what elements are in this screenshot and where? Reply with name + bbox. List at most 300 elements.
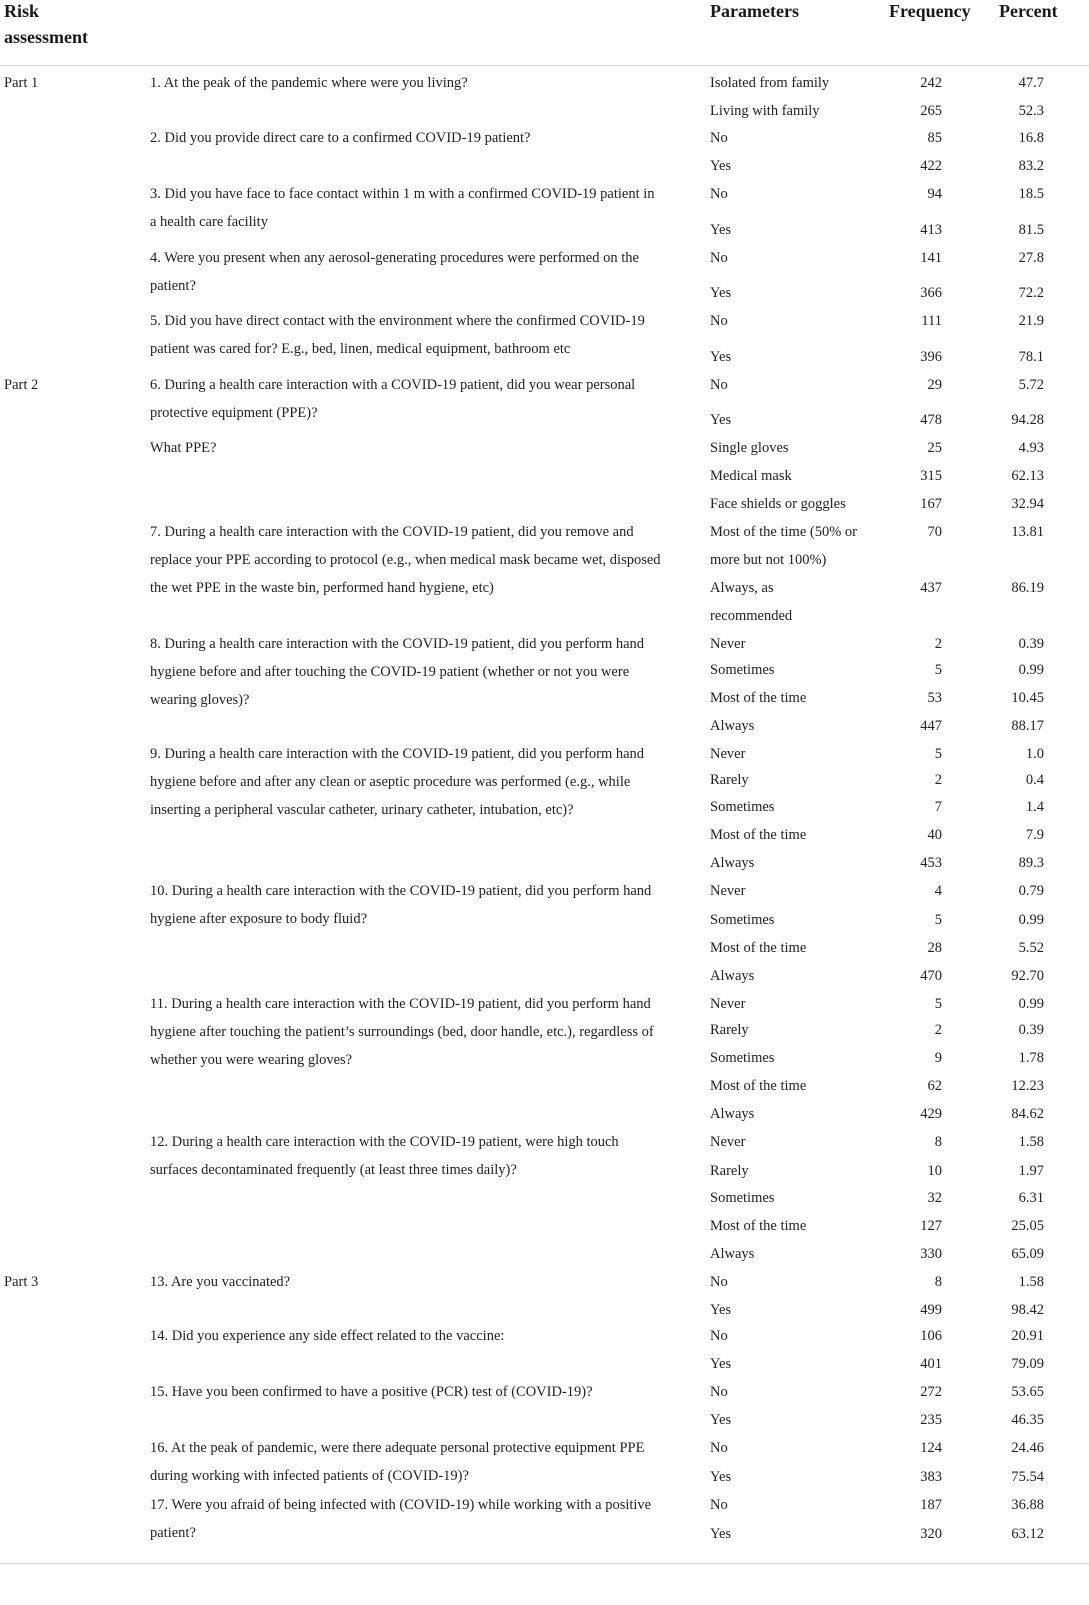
frequency-value-line: 5 — [934, 912, 942, 928]
frequency-value-line: 25 — [927, 440, 942, 456]
parameter-value — [710, 343, 875, 371]
percent-value — [980, 343, 1044, 371]
percent-value — [980, 630, 1044, 658]
frequency-value — [890, 1322, 942, 1350]
question-text-line: protective equipment (PPE)? — [150, 405, 318, 421]
question-text — [150, 1491, 695, 1547]
frequency-value-line: 499 — [920, 1302, 942, 1318]
question-text-line: 3. Did you have face to face contact within 1 m with a confirmed COVID-19 patient in — [150, 186, 655, 202]
frequency-value — [890, 216, 942, 244]
question-text-line: 6. During a health care interaction with a COVID-19 patient, did you wear personal — [150, 377, 636, 393]
parameter-value — [710, 574, 875, 630]
question-text-line: whether you were wearing gloves? — [150, 1052, 353, 1068]
parameter-value — [710, 124, 875, 152]
question-text-line: 12. During a health care interaction with the COVID-19 patient, were high touch — [150, 1134, 619, 1150]
frequency-value — [890, 406, 942, 434]
parameter-value — [710, 307, 875, 335]
percent-value-line: 78.1 — [1018, 349, 1044, 365]
question-text-line: patient was cared for? E.g., bed, linen, medical equipment, bathroom etc — [150, 341, 571, 357]
frequency-value-line: 85 — [927, 130, 942, 146]
parameter-value-line: Never — [710, 1134, 746, 1150]
header-percent: Percent — [999, 1, 1058, 21]
frequency-value — [890, 574, 942, 602]
percent-value — [980, 1240, 1044, 1268]
percent-value — [980, 1296, 1044, 1324]
parameter-value — [710, 1016, 875, 1044]
parameter-value — [710, 906, 875, 934]
frequency-value — [890, 1268, 942, 1296]
parameter-value — [710, 1072, 875, 1100]
percent-value-line: 75.54 — [1011, 1469, 1044, 1485]
percent-value — [980, 307, 1044, 335]
percent-value-line: 63.12 — [1011, 1526, 1044, 1542]
frequency-value — [890, 1072, 942, 1100]
frequency-value — [890, 69, 942, 97]
question-text-line: hygiene after touching the patient’s surroundings (bed, door handle, etc.), regardless of — [150, 1024, 654, 1040]
parameter-value — [710, 934, 875, 962]
parameter-value — [710, 1322, 875, 1350]
question-text-line: 17. Were you afraid of being infected with (COVID-19) while working with a positive — [150, 1497, 652, 1513]
frequency-value — [890, 821, 942, 849]
percent-value — [980, 406, 1044, 434]
percent-value-line: 72.2 — [1018, 285, 1044, 301]
parameter-value — [710, 962, 875, 990]
question-text-line: 8. During a health care interaction with the COVID-19 patient, did you perform hand — [150, 636, 645, 652]
parameter-value-line: Sometimes — [710, 1190, 775, 1206]
question-text — [150, 518, 695, 602]
frequency-value — [890, 152, 942, 180]
question-text — [150, 990, 695, 1074]
percent-value-line: 62.13 — [1011, 468, 1044, 484]
percent-value — [980, 990, 1044, 1018]
percent-value-line: 79.09 — [1011, 1356, 1044, 1372]
percent-value-line: 92.70 — [1011, 968, 1044, 984]
parameter-value-line: No — [710, 1440, 728, 1456]
parameter-value — [710, 1240, 875, 1268]
parameter-value — [710, 821, 875, 849]
percent-value-line: 65.09 — [1011, 1246, 1044, 1262]
parameter-value — [710, 1268, 875, 1296]
parameter-value — [710, 244, 875, 272]
percent-value — [980, 1157, 1044, 1185]
frequency-value-line: 141 — [920, 250, 942, 266]
frequency-value — [890, 1350, 942, 1378]
parameter-value-line: Never — [710, 636, 746, 652]
parameter-value — [710, 406, 875, 434]
parameter-value-line: Most of the time — [710, 827, 807, 843]
question-text — [150, 307, 695, 363]
frequency-value — [890, 684, 942, 712]
percent-value-line: 12.23 — [1011, 1078, 1044, 1094]
percent-value — [980, 518, 1044, 546]
parameter-value-line: Always, as — [710, 580, 774, 596]
parameter-value — [710, 740, 875, 768]
percent-value — [980, 434, 1044, 462]
percent-value-line: 21.9 — [1018, 313, 1044, 329]
frequency-value — [890, 630, 942, 658]
frequency-value-line: 8 — [934, 1134, 942, 1150]
frequency-value — [890, 180, 942, 208]
percent-value-line: 1.58 — [1018, 1134, 1044, 1150]
percent-value-line: 5.52 — [1018, 940, 1044, 956]
question-text — [150, 630, 695, 714]
parameter-value — [710, 684, 875, 712]
parameter-value — [710, 656, 875, 684]
question-text — [150, 69, 695, 97]
percent-value-line: 4.93 — [1018, 440, 1044, 456]
percent-value-line: 52.3 — [1018, 103, 1044, 119]
frequency-value — [890, 371, 942, 399]
parameter-value-line: Yes — [710, 1356, 732, 1372]
percent-value-line: 47.7 — [1018, 75, 1044, 91]
parameter-value — [710, 766, 875, 794]
frequency-value — [890, 1434, 942, 1462]
percent-value-line: 25.05 — [1011, 1218, 1044, 1234]
percent-value-line: 81.5 — [1018, 222, 1044, 238]
parameter-value — [710, 1406, 875, 1434]
part-label-line: Part 3 — [4, 1274, 39, 1290]
parameter-value-line: No — [710, 1497, 728, 1513]
parameter-value — [710, 1044, 875, 1072]
percent-value-line: 83.2 — [1018, 158, 1044, 174]
frequency-value — [890, 712, 942, 740]
parameter-value-line: Yes — [710, 222, 732, 238]
percent-value — [980, 849, 1044, 877]
percent-value-line: 84.62 — [1011, 1106, 1044, 1122]
parameter-value-line: Sometimes — [710, 662, 775, 678]
frequency-value-line: 28 — [927, 940, 942, 956]
percent-value — [980, 934, 1044, 962]
frequency-value — [890, 1157, 942, 1185]
frequency-value-line: 453 — [920, 855, 942, 871]
percent-value — [980, 1100, 1044, 1128]
percent-value — [980, 1016, 1044, 1044]
frequency-value-line: 8 — [934, 1274, 942, 1290]
question-text-line: surfaces decontaminated frequently (at least three times daily)? — [150, 1162, 517, 1178]
parameter-value-line: Living with family — [710, 103, 820, 119]
frequency-value-line: 383 — [920, 1469, 942, 1485]
frequency-value — [890, 962, 942, 990]
part-label-line: Part 1 — [4, 75, 39, 91]
parameter-value — [710, 793, 875, 821]
parameter-value-line: Single gloves — [710, 440, 789, 456]
question-text-line: hygiene before and after touching the COVID-19 patient (whether or not you were — [150, 664, 630, 680]
percent-value — [980, 1350, 1044, 1378]
parameter-value — [710, 279, 875, 307]
parameter-value-line: Rarely — [710, 1022, 749, 1038]
percent-value-line: 46.35 — [1011, 1412, 1044, 1428]
percent-value-line: 88.17 — [1011, 718, 1044, 734]
question-text — [150, 740, 695, 824]
parameter-value-line: Always — [710, 718, 755, 734]
frequency-value — [890, 1212, 942, 1240]
frequency-value — [890, 307, 942, 335]
percent-value — [980, 656, 1044, 684]
frequency-value — [890, 656, 942, 684]
frequency-value — [890, 1296, 942, 1324]
question-text-line: 13. Are you vaccinated? — [150, 1274, 291, 1290]
parameter-value — [710, 1128, 875, 1156]
question-text-line: patient? — [150, 1525, 196, 1541]
frequency-value — [890, 990, 942, 1018]
header-risk-line1: Risk — [4, 1, 40, 21]
percent-value — [980, 180, 1044, 208]
parameter-value-line: Never — [710, 883, 746, 899]
parameter-value-line: Yes — [710, 158, 732, 174]
question-text-line: 5. Did you have direct contact with the environment where the confirmed COVID-19 — [150, 313, 645, 329]
parameter-value-line: Never — [710, 746, 746, 762]
parameter-value — [710, 216, 875, 244]
parameter-value — [710, 462, 875, 490]
parameter-value — [710, 490, 875, 518]
percent-value — [980, 1491, 1044, 1519]
part-label — [4, 1268, 38, 1296]
parameter-value-line: No — [710, 1328, 728, 1344]
percent-value — [980, 1406, 1044, 1434]
percent-value — [980, 279, 1044, 307]
frequency-value — [890, 434, 942, 462]
percent-value-line: 0.79 — [1018, 883, 1044, 899]
parameter-value — [710, 180, 875, 208]
frequency-value-line: 478 — [920, 412, 942, 428]
frequency-value-line: 401 — [920, 1356, 942, 1372]
question-text — [150, 1322, 695, 1350]
frequency-value-line: 470 — [920, 968, 942, 984]
percent-value — [980, 1072, 1044, 1100]
frequency-value-line: 2 — [934, 1022, 942, 1038]
percent-value — [980, 244, 1044, 272]
question-text — [150, 124, 695, 152]
question-text — [150, 244, 695, 300]
percent-value — [980, 124, 1044, 152]
question-text-line: patient? — [150, 278, 196, 294]
percent-value — [980, 1044, 1044, 1072]
percent-value — [980, 371, 1044, 399]
percent-value-line: 20.91 — [1011, 1328, 1044, 1344]
parameter-value-line: Sometimes — [710, 912, 775, 928]
parameter-value — [710, 1184, 875, 1212]
parameter-value-line: more but not 100%) — [710, 552, 827, 568]
percent-value — [980, 712, 1044, 740]
percent-value — [980, 1212, 1044, 1240]
frequency-value — [890, 1016, 942, 1044]
parameter-value — [710, 630, 875, 658]
parameter-value-line: Yes — [710, 1526, 732, 1542]
parameter-value-line: No — [710, 130, 728, 146]
frequency-value — [890, 766, 942, 794]
frequency-value — [890, 97, 942, 125]
parameter-value-line: Never — [710, 996, 746, 1012]
part-label — [4, 69, 38, 97]
frequency-value — [890, 934, 942, 962]
parameter-value — [710, 1350, 875, 1378]
parameter-value-line: Face shields or goggles — [710, 496, 846, 512]
question-text — [150, 180, 695, 236]
frequency-value-line: 5 — [934, 996, 942, 1012]
parameter-value-line: Always — [710, 968, 755, 984]
parameter-value-line: Yes — [710, 412, 732, 428]
frequency-value-line: 5 — [934, 662, 942, 678]
header-risk-assessment — [4, 0, 88, 50]
parameter-value — [710, 1212, 875, 1240]
frequency-value-line: 2 — [934, 772, 942, 788]
percent-value-line: 13.81 — [1011, 524, 1044, 540]
parameter-value-line: Isolated from family — [710, 75, 830, 91]
question-text-line: 16. At the peak of pandemic, were there adequate personal protective equipment PPE — [150, 1440, 645, 1456]
percent-value-line: 24.46 — [1011, 1440, 1044, 1456]
frequency-value-line: 124 — [920, 1440, 942, 1456]
frequency-value — [890, 1520, 942, 1548]
frequency-value-line: 447 — [920, 718, 942, 734]
frequency-value-line: 53 — [927, 690, 942, 706]
percent-value-line: 1.0 — [1025, 746, 1044, 762]
frequency-value — [890, 793, 942, 821]
parameter-value — [710, 1100, 875, 1128]
question-text-line: 15. Have you been confirmed to have a positive (PCR) test of (COVID-19)? — [150, 1384, 593, 1400]
percent-value — [980, 793, 1044, 821]
frequency-value-line: 396 — [920, 349, 942, 365]
frequency-value — [890, 849, 942, 877]
percent-value — [980, 684, 1044, 712]
percent-value-line: 7.9 — [1025, 827, 1044, 843]
percent-value-line: 94.28 — [1011, 412, 1044, 428]
frequency-value-line: 235 — [920, 1412, 942, 1428]
frequency-value-line: 10 — [927, 1163, 942, 1179]
percent-value-line: 98.42 — [1011, 1302, 1044, 1318]
parameter-value-line: Always — [710, 1246, 755, 1262]
parameter-value-line: No — [710, 250, 728, 266]
bottom-divider — [0, 1563, 1089, 1564]
frequency-value — [890, 462, 942, 490]
frequency-value-line: 111 — [921, 313, 942, 329]
frequency-value — [890, 1463, 942, 1491]
parameter-value — [710, 434, 875, 462]
parameter-value — [710, 69, 875, 97]
parameter-value — [710, 1434, 875, 1462]
frequency-value — [890, 1044, 942, 1072]
frequency-value — [890, 343, 942, 371]
frequency-value — [890, 279, 942, 307]
parameter-value-line: Yes — [710, 1412, 732, 1428]
frequency-value-line: 167 — [920, 496, 942, 512]
percent-value-line: 36.88 — [1011, 1497, 1044, 1513]
percent-value — [980, 574, 1044, 602]
percent-value-line: 27.8 — [1018, 250, 1044, 266]
percent-value-line: 5.72 — [1018, 377, 1044, 393]
percent-value — [980, 1184, 1044, 1212]
frequency-value — [890, 906, 942, 934]
parameter-value-line: No — [710, 1274, 728, 1290]
frequency-value-line: 29 — [927, 377, 942, 393]
frequency-value — [890, 1100, 942, 1128]
frequency-value-line: 9 — [934, 1050, 942, 1066]
frequency-value — [890, 740, 942, 768]
percent-value — [980, 1128, 1044, 1156]
frequency-value-line: 40 — [927, 827, 942, 843]
parameter-value — [710, 1520, 875, 1548]
frequency-value — [890, 1240, 942, 1268]
part-label — [4, 371, 38, 399]
frequency-value-line: 315 — [920, 468, 942, 484]
parameter-value-line: No — [710, 313, 728, 329]
parameter-value-line: No — [710, 1384, 728, 1400]
question-text-line: wearing gloves)? — [150, 692, 250, 708]
frequency-value-line: 272 — [920, 1384, 942, 1400]
frequency-value — [890, 244, 942, 272]
percent-value-line: 89.3 — [1018, 855, 1044, 871]
frequency-value-line: 94 — [927, 186, 942, 202]
percent-value — [980, 962, 1044, 990]
percent-value-line: 18.5 — [1018, 186, 1044, 202]
percent-value — [980, 740, 1044, 768]
header-frequency: Frequency — [889, 1, 971, 21]
question-text-line: 2. Did you provide direct care to a confirmed COVID-19 patient? — [150, 130, 531, 146]
parameter-value-line: Most of the time — [710, 940, 807, 956]
question-text — [150, 1128, 695, 1184]
question-text-line: 1. At the peak of the pandemic where were you living? — [150, 75, 468, 91]
parameter-value — [710, 1491, 875, 1519]
question-text-line: 10. During a health care interaction with the COVID-19 patient, did you perform hand — [150, 883, 652, 899]
percent-value — [980, 877, 1044, 905]
percent-value — [980, 216, 1044, 244]
percent-value-line: 1.4 — [1025, 799, 1044, 815]
frequency-value — [890, 1128, 942, 1156]
percent-value-line: 0.39 — [1018, 636, 1044, 652]
parameter-value-line: Sometimes — [710, 1050, 775, 1066]
parameter-value-line: Yes — [710, 285, 732, 301]
question-text-line: 11. During a health care interaction with the COVID-19 patient, did you perform hand — [150, 996, 651, 1012]
frequency-value-line: 106 — [920, 1328, 942, 1344]
percent-value — [980, 1378, 1044, 1406]
frequency-value-line: 127 — [920, 1218, 942, 1234]
part-label-line: Part 2 — [4, 377, 39, 393]
question-text-line: hygiene before and after any clean or aseptic procedure was performed (e.g., while — [150, 774, 631, 790]
frequency-value-line: 366 — [920, 285, 942, 301]
frequency-value-line: 429 — [920, 1106, 942, 1122]
parameter-value-line: Always — [710, 855, 755, 871]
percent-value — [980, 1322, 1044, 1350]
frequency-value — [890, 1406, 942, 1434]
parameter-value-line: recommended — [710, 608, 793, 624]
percent-value-line: 6.31 — [1018, 1190, 1044, 1206]
frequency-value-line: 62 — [927, 1078, 942, 1094]
percent-value-line: 1.78 — [1018, 1050, 1044, 1066]
parameter-value — [710, 712, 875, 740]
question-text — [150, 1434, 695, 1490]
frequency-value-line: 2 — [934, 636, 942, 652]
question-text-line: during working with infected patients of (COVID-19)? — [150, 1468, 469, 1484]
frequency-value-line: 7 — [934, 799, 942, 815]
frequency-value-line: 320 — [920, 1526, 942, 1542]
percent-value-line: 1.97 — [1018, 1163, 1044, 1179]
percent-value-line: 32.94 — [1011, 496, 1044, 512]
parameter-value — [710, 152, 875, 180]
parameter-value-line: Always — [710, 1106, 755, 1122]
parameter-value-line: Yes — [710, 1469, 732, 1485]
percent-value — [980, 97, 1044, 125]
frequency-value-line: 422 — [920, 158, 942, 174]
percent-value-line: 0.99 — [1018, 912, 1044, 928]
frequency-value — [890, 490, 942, 518]
percent-value — [980, 152, 1044, 180]
parameter-value — [710, 97, 875, 125]
parameter-value-line: Most of the time — [710, 690, 807, 706]
frequency-value-line: 32 — [927, 1190, 942, 1206]
parameter-value-line: Most of the time — [710, 1078, 807, 1094]
frequency-value-line: 330 — [920, 1246, 942, 1262]
question-text — [150, 877, 695, 933]
frequency-value-line: 265 — [920, 103, 942, 119]
